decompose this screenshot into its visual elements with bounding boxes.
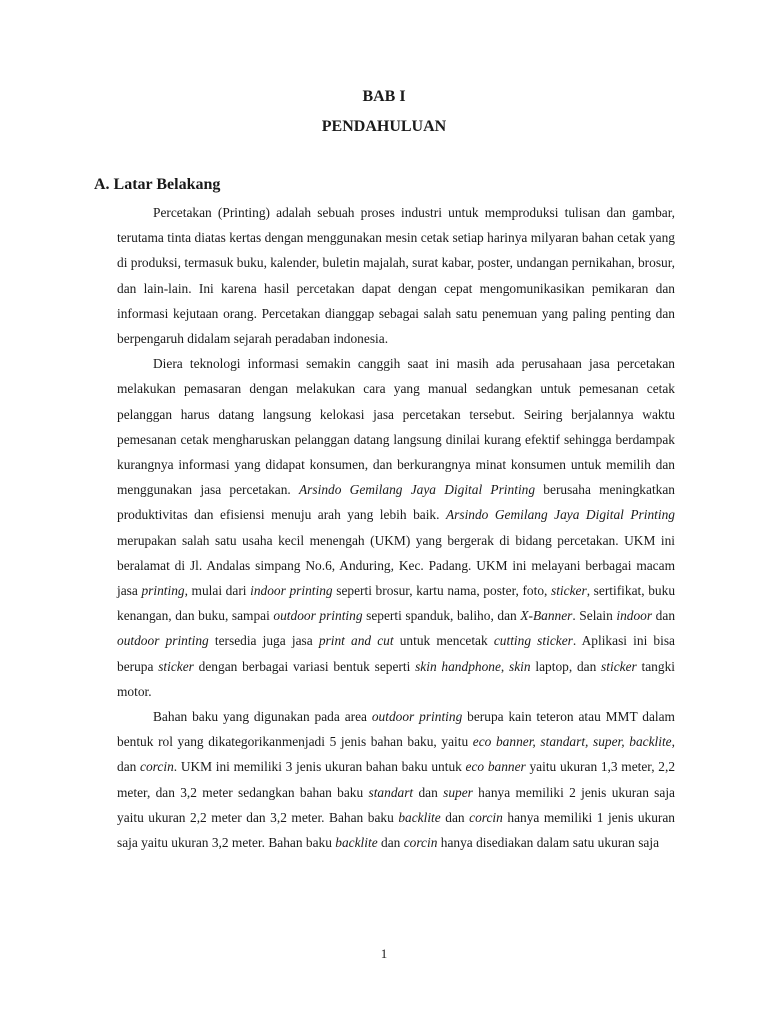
text-run: tangki motor. [117, 658, 675, 699]
body-paragraph [117, 351, 675, 704]
chapter-title: PENDAHULUAN [321, 118, 447, 135]
text-run: , [500, 658, 510, 674]
text-run: Percetakan (Printing) adalah sebuah proses industri untuk memproduksi tulisan dan gambar, terutama tinta diatas kertas dengan menggunakan mesin cetak setiap harinya milyaran bahan cetak yang di produksi, termasuk buku, kalender, buletin majalah, surat kabar, poster, undangan pernikahan, brosur, dan lain-lain. Ini karena hasil percetakan dapat dengan cepat mengomunikasikan pemikaran dan informasi kejutaan orang. Percetakan dianggap sebagai salah satu penemuan yang paling penting dan berpengaruh didalam sejarah peradaban indonesia. [117, 205, 675, 347]
italic-term: outdoor printing [117, 633, 209, 649]
text-run: , sertifikat, buku kenangan, dan buku, sampai [117, 583, 676, 624]
italic-term: backlite [398, 809, 441, 825]
text-run: untuk mencetak [393, 633, 494, 649]
italic-term: print and cut [318, 633, 394, 649]
text-run: merupakan salah satu usaha kecil menengah (UKM) yang bergerak di bidang percetakan. UKM ini beralamat di Jl. Andalas simpang No.6, Anduring, Kec. Padang. UKM ini melayani berbagai macam jasa [117, 532, 675, 599]
text-run: Diera teknologi informasi semakin canggih saat ini masih ada perusahaan jasa percetakan melakukan pemasaran dengan melakukan cara yang manual sedangkan untuk pemesanan cetak pelanggan harus datang langsung kelokasi jasa percetakan tersebut. Seiring berjalannya waktu pemesanan cetak mengharuskan pelanggan datang langsung dinilai kurang efektif sehingga berdampak kurangnya informasi yang didapat konsumen, dan berkurangnya minat konsumen untuk memilih dan menggunakan jasa percetakan. [117, 356, 675, 498]
italic-term: Arsindo Gemilang Jaya Digital Printing [299, 482, 536, 498]
italic-term: standart [368, 784, 414, 800]
text-run: seperti spanduk, baliho, dan [362, 608, 521, 624]
page-number: 1 [380, 946, 388, 961]
italic-term: printing [141, 583, 185, 599]
text-run: hanya disediakan dalam satu ukuran saja [437, 835, 660, 851]
text-run: . Aplikasi ini bisa berupa [117, 633, 675, 674]
text-run: hanya memiliki 1 jenis ukuran saja yaitu ukuran 3,2 meter. Bahan baku [117, 809, 675, 851]
text-run: laptop, dan [530, 658, 602, 674]
italic-term: cutting sticker [493, 633, 573, 649]
italic-term: skin [509, 658, 531, 674]
italic-term: skin handphone [415, 658, 501, 674]
text-run: seperti brosur, kartu nama, poster, foto, [332, 583, 551, 599]
italic-term: super [443, 784, 473, 800]
text-run: . Selain [572, 608, 617, 624]
text-run: , mulai dari [184, 583, 251, 599]
text-run: berusaha meningkatkan produktivitas dan efisiensi menuju arah yang lebih baik. [117, 482, 675, 523]
text-run: dan [413, 784, 444, 800]
italic-term: sticker [551, 583, 587, 599]
italic-term: indoor printing [250, 583, 333, 599]
italic-term: corcin [469, 809, 503, 825]
section-heading: A. Latar Belakang [94, 176, 221, 193]
text-run: yaitu ukuran 1,3 meter, 2,2 meter, dan 3,2 meter sedangkan bahan baku [117, 759, 676, 800]
italic-term: corcin [403, 835, 438, 851]
italic-term: eco banner, standart, super, backlite [472, 734, 672, 750]
text-run: tersedia juga jasa [208, 633, 319, 649]
italic-term: outdoor printing [273, 608, 363, 624]
body-paragraph [117, 200, 675, 351]
text-run: Bahan baku yang digunakan pada area [153, 709, 372, 725]
italic-term: backlite [335, 835, 378, 851]
text-run: dengan berbagai variasi bentuk seperti [193, 658, 416, 674]
italic-term: outdoor printing [371, 709, 463, 725]
chapter-number: BAB I [362, 88, 406, 105]
text-run: dan [652, 608, 676, 624]
italic-term: sticker [601, 658, 637, 674]
italic-term: eco banner [465, 759, 526, 775]
text-run: . UKM ini memiliki 3 jenis ukuran bahan baku untuk [173, 759, 466, 775]
text-run: berupa kain teteron atau MMT dalam bentuk rol yang dikategorikanmenjadi 5 jenis bahan baku, yaitu [117, 709, 675, 750]
italic-term: sticker [158, 658, 194, 674]
italic-term: corcin [140, 759, 174, 775]
body-text [117, 200, 675, 855]
italic-term: Arsindo Gemilang Jaya Digital Printing [445, 507, 676, 523]
text-run: hanya memiliki 2 jenis ukuran saja yaitu ukuran 2,2 meter dan 3,2 meter. Bahan baku [117, 784, 676, 825]
italic-term: X-Banner [520, 608, 573, 624]
italic-term: indoor [616, 608, 653, 624]
body-paragraph [117, 704, 675, 855]
text-run: dan [377, 835, 404, 851]
text-run: , dan [117, 734, 675, 775]
text-run: dan [440, 809, 470, 825]
